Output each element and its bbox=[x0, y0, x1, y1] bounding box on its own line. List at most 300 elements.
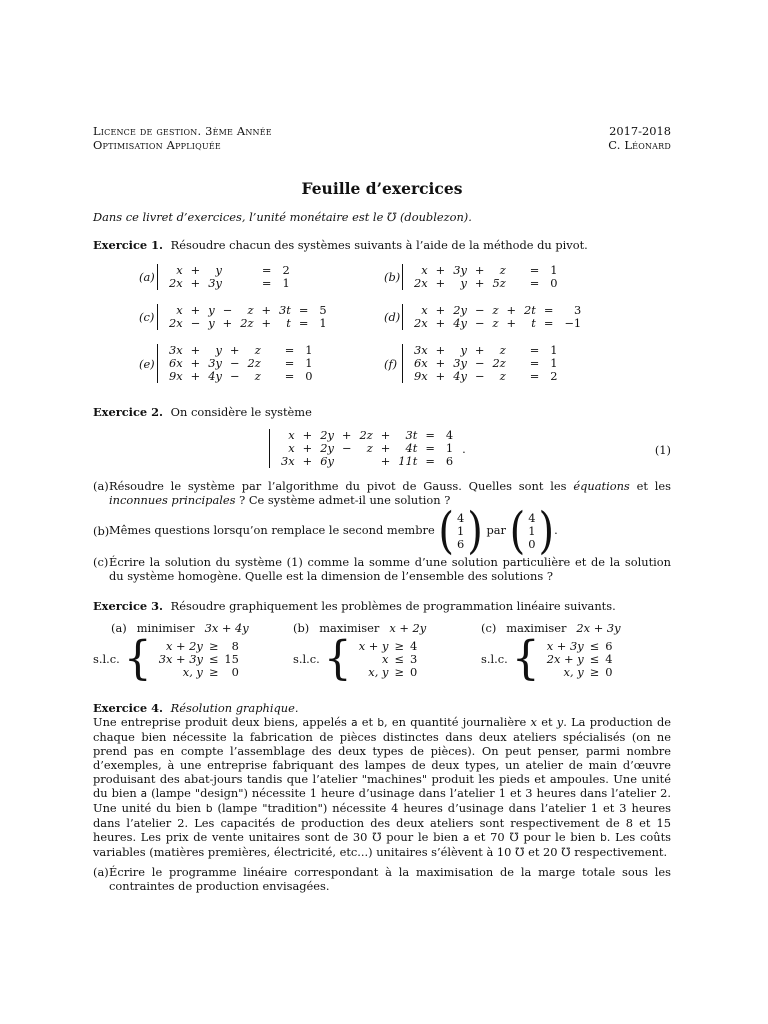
constraint-rhs: 4 bbox=[409, 638, 418, 653]
system-1-block bbox=[269, 429, 466, 468]
equation-term: z bbox=[366, 441, 373, 455]
constraint-lhs: x, y bbox=[182, 664, 203, 679]
constraint-row bbox=[156, 653, 242, 666]
page-title: Feuille d’exercices bbox=[301, 179, 463, 198]
equation-rhs: 1 bbox=[305, 343, 313, 357]
lp-problem-b bbox=[293, 621, 481, 686]
equation-term: x bbox=[421, 303, 428, 317]
system-bar bbox=[402, 304, 586, 330]
system-1-equations bbox=[278, 429, 458, 468]
constraint-list bbox=[156, 640, 242, 679]
equation-term: z bbox=[247, 303, 254, 317]
equation-operator: + bbox=[190, 369, 201, 383]
exercise-2-questions bbox=[93, 479, 671, 583]
equation-operator: + bbox=[435, 343, 446, 357]
equation-term: 2t bbox=[524, 303, 536, 317]
constraint-list bbox=[356, 640, 420, 679]
system-a bbox=[139, 264, 384, 290]
equation-operator: + bbox=[190, 263, 201, 277]
equation-operator: + bbox=[380, 428, 391, 442]
system-equations bbox=[166, 264, 295, 290]
system-label: (f) bbox=[384, 356, 398, 371]
equation-row bbox=[411, 277, 563, 290]
equation-term: 2x bbox=[169, 316, 183, 330]
question-text: Écrire le programme linéaire correspondant à la maximisation de la marge totale sous les contraintes de production envisagées. bbox=[109, 865, 671, 893]
system-1-bar bbox=[269, 429, 458, 468]
equation-operator bbox=[264, 344, 274, 357]
equation-operator: + bbox=[435, 263, 446, 277]
equation-term: 9x bbox=[414, 369, 428, 383]
text-italic: équations bbox=[573, 479, 630, 493]
vector-entry: 4 bbox=[528, 510, 536, 525]
equation-operator: = bbox=[529, 263, 540, 277]
equation-term: t bbox=[286, 316, 291, 330]
lp-objective-function: 2x + 3y bbox=[576, 621, 621, 635]
constraint-row bbox=[156, 640, 242, 653]
constraint-relation: ≥ bbox=[394, 664, 404, 679]
equation-operator bbox=[337, 455, 357, 468]
equation-term: x bbox=[288, 428, 295, 442]
equation-rhs: 1 bbox=[282, 276, 290, 290]
exercise-3-statement: Résoudre graphiquement les problèmes de programmation linéaire suivants. bbox=[170, 599, 616, 613]
lp-problem-a bbox=[93, 621, 293, 686]
equation-term bbox=[356, 455, 375, 468]
lp-objective-verb: maximiser bbox=[319, 621, 380, 635]
vector-entry: 4 bbox=[456, 510, 465, 525]
equation-operator: + bbox=[229, 343, 240, 357]
page-header bbox=[93, 124, 671, 152]
constraint-brace: { bbox=[323, 631, 352, 686]
equation-rhs: −1 bbox=[564, 316, 582, 330]
equation-operator: + bbox=[506, 316, 517, 330]
exercise-4-questions bbox=[93, 865, 671, 893]
equation-term: t bbox=[531, 316, 536, 330]
equation-operator: = bbox=[261, 263, 272, 277]
lp-objective-function: 3x + 4y bbox=[204, 621, 249, 635]
equation-operator: = bbox=[261, 276, 272, 290]
constraint-lhs: x + 3y bbox=[546, 638, 584, 653]
equation-operator bbox=[225, 264, 235, 277]
equation-term: 2z bbox=[240, 316, 254, 330]
equation-term: y bbox=[208, 303, 215, 317]
system-equations bbox=[411, 304, 586, 330]
equation-term: y bbox=[208, 316, 215, 330]
constraint-rhs: 3 bbox=[409, 651, 418, 666]
equation-rhs: 1 bbox=[550, 263, 558, 277]
good-name: b bbox=[600, 832, 607, 844]
equation-term: z bbox=[499, 369, 506, 383]
constraint-row bbox=[156, 666, 242, 679]
equation-operator: = bbox=[529, 343, 540, 357]
equation-operator: = bbox=[284, 343, 295, 357]
equation-term: 3y bbox=[453, 356, 467, 370]
exercise-2-heading bbox=[93, 405, 671, 419]
equation-term: 5z bbox=[492, 276, 506, 290]
text-italic: inconnues principales bbox=[109, 493, 236, 507]
constraint-relation: ≤ bbox=[208, 651, 219, 666]
system-equations bbox=[411, 264, 563, 290]
equation-term: 2y bbox=[320, 441, 334, 455]
equation-operator: = bbox=[543, 316, 554, 330]
year-author bbox=[608, 124, 671, 152]
equation-term: z bbox=[492, 303, 499, 317]
system-bar bbox=[402, 344, 563, 383]
constraint-row bbox=[356, 653, 420, 666]
lp-objective-verb: minimiser bbox=[136, 621, 195, 635]
equation-operator: = bbox=[543, 303, 554, 317]
question-2a bbox=[93, 479, 671, 507]
equation-rhs: 1 bbox=[550, 356, 558, 370]
lp-objective bbox=[481, 621, 671, 635]
system-b bbox=[384, 264, 664, 290]
equation-operator: + bbox=[341, 428, 352, 442]
lp-problem-c bbox=[481, 621, 671, 686]
equation-term: 3x bbox=[169, 343, 183, 357]
equation-operator bbox=[241, 264, 251, 277]
exercise-4-label: Exercice 4. bbox=[93, 701, 164, 715]
equation-operator: − bbox=[474, 369, 485, 383]
constraint-lhs: x + 2y bbox=[165, 638, 203, 653]
equation-term: z bbox=[492, 316, 499, 330]
equation-rhs: 1 bbox=[319, 316, 327, 330]
worksheet-page bbox=[93, 124, 671, 893]
question-key: (b) bbox=[93, 524, 110, 538]
constraint-row bbox=[544, 640, 616, 653]
equation-row bbox=[166, 344, 318, 357]
text-part: . bbox=[554, 523, 558, 537]
system-bar bbox=[157, 344, 318, 383]
equation-term: 3x bbox=[281, 454, 295, 468]
exercise-4-heading bbox=[93, 701, 671, 715]
good-name: b bbox=[205, 803, 213, 815]
good-name: a bbox=[462, 832, 470, 844]
constraint-row bbox=[544, 666, 616, 679]
constraint-relation: ≤ bbox=[394, 651, 404, 666]
intro-text: Dans ce livret d’exercices, l’unité monétaire est le ℧ (doublezon). bbox=[93, 210, 472, 224]
equation-rhs: 5 bbox=[319, 303, 327, 317]
subject-to-label: s.l.c. bbox=[293, 652, 320, 666]
equation-operator: = bbox=[529, 369, 540, 383]
exercise-1-heading bbox=[93, 238, 671, 252]
equation-operator: + bbox=[190, 276, 201, 290]
equation-operator: − bbox=[229, 356, 240, 370]
constraint-list bbox=[544, 640, 616, 679]
equation-operator: + bbox=[474, 263, 485, 277]
equation-term: 2z bbox=[247, 356, 261, 370]
equation-operator: + bbox=[474, 276, 485, 290]
equation-operator: + bbox=[435, 303, 446, 317]
equation-operator: + bbox=[435, 369, 446, 383]
equation-operator: + bbox=[261, 316, 271, 330]
lp-key: (a) bbox=[111, 621, 127, 635]
text-part: par bbox=[486, 523, 506, 537]
constraint-rhs: 0 bbox=[605, 664, 613, 679]
equation-term: x bbox=[176, 263, 183, 277]
variable: y bbox=[556, 715, 564, 729]
equation-operator bbox=[509, 264, 519, 277]
equation-operator: = bbox=[298, 303, 309, 317]
equation-operator: = bbox=[284, 356, 295, 370]
question-text bbox=[109, 479, 671, 507]
equation-term: x bbox=[421, 263, 428, 277]
constraint-rhs: 0 bbox=[231, 664, 239, 679]
equation-row bbox=[166, 370, 318, 383]
equation-row bbox=[166, 264, 295, 277]
vector-entry: 0 bbox=[528, 536, 536, 551]
system-label: (e) bbox=[139, 356, 155, 371]
equation-operator: + bbox=[302, 454, 313, 468]
equation-term: y bbox=[215, 343, 222, 357]
equation-operator: − bbox=[190, 316, 201, 330]
equation-term: 4y bbox=[208, 369, 222, 383]
system-bar bbox=[157, 304, 332, 330]
exercise-3-heading bbox=[93, 599, 671, 613]
equation-row bbox=[278, 455, 458, 468]
equation-rhs: 1 bbox=[445, 441, 454, 455]
lp-key: (b) bbox=[293, 621, 310, 635]
equation-term: y bbox=[460, 343, 467, 357]
question-text: Écrire la solution du système (1) comme la somme d’une solution particulière et de la solution du système homogène. Quelle est la dimension de l’ensemble des solutions ? bbox=[109, 555, 671, 583]
equation-operator bbox=[509, 370, 519, 383]
equation-row bbox=[411, 317, 586, 330]
equation-operator: = bbox=[425, 454, 435, 468]
variable: x bbox=[530, 715, 537, 729]
lp-constraints bbox=[481, 631, 671, 686]
equation-rhs: 1 bbox=[550, 343, 558, 357]
lp-constraints bbox=[93, 631, 293, 686]
equation-row bbox=[166, 277, 295, 290]
good-name: a bbox=[140, 788, 148, 800]
constraint-rhs: 8 bbox=[231, 638, 239, 653]
equation-term: 4t bbox=[405, 441, 418, 455]
exercise-4-subtitle: Résolution graphique. bbox=[170, 701, 299, 715]
equation-operator: = bbox=[284, 369, 295, 383]
equation-operator bbox=[509, 357, 519, 370]
exercise-1-statement: Résoudre chacun des systèmes suivants à l’aide de la méthode du pivot. bbox=[170, 238, 588, 252]
exercise-1-systems bbox=[139, 264, 671, 383]
constraint-brace: { bbox=[123, 631, 152, 686]
vector-entries bbox=[454, 512, 467, 551]
subject-to-label: s.l.c. bbox=[481, 652, 508, 666]
equation-operator: − bbox=[341, 441, 352, 455]
equation-operator: + bbox=[222, 316, 233, 330]
lp-objective-function: x + 2y bbox=[389, 621, 427, 635]
equation-rhs: 1 bbox=[305, 356, 313, 370]
constraint-relation: ≤ bbox=[589, 638, 600, 653]
equation-row bbox=[411, 357, 563, 370]
equation-row bbox=[411, 344, 563, 357]
constraint-lhs: x, y bbox=[368, 664, 389, 679]
equation-operator: − bbox=[474, 356, 485, 370]
equation-row bbox=[166, 357, 318, 370]
course-title: Licence de gestion. 3ème Année bbox=[93, 124, 272, 138]
equation-operator: = bbox=[425, 428, 435, 442]
equation-operator: + bbox=[506, 303, 517, 317]
question-4a bbox=[93, 865, 671, 893]
vector-entry: 6 bbox=[456, 536, 465, 551]
equation-operator: + bbox=[302, 441, 313, 455]
constraint-relation: ≥ bbox=[394, 638, 404, 653]
vector-entry: 1 bbox=[528, 523, 536, 538]
equation-term: 2x bbox=[414, 316, 428, 330]
question-text bbox=[109, 502, 671, 560]
equation-term: 6x bbox=[414, 356, 428, 370]
equation-term: y bbox=[460, 276, 467, 290]
equation-operator: − bbox=[222, 303, 233, 317]
equation-operator: + bbox=[380, 454, 391, 468]
equation-rhs: 4 bbox=[445, 428, 454, 442]
equation-term: 3y bbox=[208, 276, 222, 290]
course-subtitle: Optimisation Appliquée bbox=[93, 138, 221, 152]
equation-rhs: 6 bbox=[445, 454, 454, 468]
constraint-lhs: x bbox=[381, 651, 389, 666]
lp-objective bbox=[293, 621, 481, 635]
question-key: (a) bbox=[93, 479, 109, 493]
equation-operator: + bbox=[435, 356, 446, 370]
equation-term: 2x bbox=[414, 276, 428, 290]
equation-operator: − bbox=[474, 316, 485, 330]
equation-term: 3t bbox=[279, 303, 291, 317]
subject-to-label: s.l.c. bbox=[93, 652, 120, 666]
equation-operator: + bbox=[302, 428, 313, 442]
exercise-4-paragraph: Une entreprise produit deux biens, appelés a et b, en quantité journalière x et y. La production de chaque bien nécessite la fabrication de pièces distinctes dans deux ateliers spécialisés (on ne prend pas en compte l’assemblage des deux types de pièces). On peut penser, parmi nombre d’exemples, à une entreprise fabriquant des lampes de deux types, un atelier de main d’œuvre produisant des abat-jours tandis que l’atelier "machines" produit les pieds et ampoules. Une unité du bien a (lampe "design") nécessite 1 heure d’usinage dans l’atelier 1 et 3 heures dans l’atelier 2. Une unité du bien b (lampe "tradition") nécessite 4 heures d’usinage dans l’atelier 1 et 3 heures dans l’atelier 2. Les capacités de production des deux ateliers sont respectivement de 8 et 15 heures. Les prix de vente unitaires sont de 30 ℧ pour le bien a et 70 ℧ pour le bien b. Les coûts variables (matières premières, électricité, etc...) unitaires s’élèvent à 10 ℧ et 20 ℧ respectivement. bbox=[93, 715, 672, 859]
equation-operator bbox=[509, 277, 519, 290]
system-f bbox=[384, 344, 664, 383]
vector-entries bbox=[525, 512, 538, 551]
constraint-lhs: 3x + 3y bbox=[158, 651, 203, 666]
system-1-period: . bbox=[462, 441, 466, 456]
equation-term: 2y bbox=[453, 303, 467, 317]
equation-term: 6x bbox=[169, 356, 183, 370]
system-1 bbox=[93, 429, 671, 473]
constraint-relation: ≥ bbox=[208, 664, 219, 679]
equation-rhs: 2 bbox=[282, 263, 290, 277]
lp-objective-verb: maximiser bbox=[506, 621, 567, 635]
equation-rhs: 2 bbox=[550, 369, 558, 383]
question-2b bbox=[93, 502, 671, 560]
equation-operator bbox=[509, 344, 519, 357]
equation-term: z bbox=[499, 343, 506, 357]
system-e bbox=[139, 344, 384, 383]
system-label: (d) bbox=[384, 310, 401, 324]
equation-operator: = bbox=[529, 356, 540, 370]
equation-term: 3y bbox=[453, 263, 467, 277]
constraint-relation: ≤ bbox=[589, 651, 600, 666]
equation-row bbox=[166, 317, 332, 330]
equation-operator: + bbox=[474, 343, 485, 357]
vector-entry: 1 bbox=[456, 523, 465, 538]
lp-constraints bbox=[293, 631, 481, 686]
equation-operator: = bbox=[425, 441, 435, 455]
constraint-lhs: 2x + y bbox=[546, 651, 584, 666]
system-label: (c) bbox=[139, 310, 155, 324]
system-bar bbox=[402, 264, 563, 290]
text-part: Résoudre le système par l’algorithme du pivot de Gauss. Quelles sont les bbox=[109, 479, 574, 493]
equation-rhs: 0 bbox=[305, 369, 313, 383]
equation-term: 4y bbox=[453, 316, 467, 330]
equation-term: 3x bbox=[414, 343, 428, 357]
equation-operator: − bbox=[474, 303, 485, 317]
equation-operator: = bbox=[529, 276, 540, 290]
constraint-row bbox=[356, 666, 420, 679]
equation-rhs: 0 bbox=[550, 276, 558, 290]
equation-term: 4y bbox=[453, 369, 467, 383]
equation-operator: + bbox=[190, 343, 201, 357]
equation-operator bbox=[225, 277, 235, 290]
system-label: (a) bbox=[139, 270, 155, 284]
exercise-2-label: Exercice 2. bbox=[93, 405, 164, 419]
equation-operator: = bbox=[298, 316, 309, 330]
system-c bbox=[139, 304, 384, 330]
equation-term: y bbox=[215, 263, 222, 277]
equation-term: z bbox=[254, 369, 261, 383]
constraint-lhs: x + y bbox=[358, 638, 389, 653]
equation-term: 2x bbox=[169, 276, 183, 290]
constraint-row bbox=[356, 640, 420, 653]
equation-term: 3t bbox=[405, 428, 418, 442]
equation-term: x bbox=[176, 303, 183, 317]
constraint-rhs: 15 bbox=[224, 651, 239, 666]
good-name: b bbox=[377, 717, 384, 729]
equation-term: 9x bbox=[169, 369, 183, 383]
system-d bbox=[384, 304, 664, 330]
equation-term: z bbox=[254, 343, 261, 357]
equation-term: 2y bbox=[320, 428, 334, 442]
system-label: (b) bbox=[384, 270, 401, 284]
author-name: C. Léonard bbox=[608, 138, 671, 152]
equation-operator bbox=[241, 277, 251, 290]
equation-term: 2z bbox=[492, 356, 506, 370]
question-key: (c) bbox=[93, 555, 109, 569]
constraint-rhs: 0 bbox=[409, 664, 418, 679]
equation-term: 11t bbox=[398, 454, 418, 468]
constraint-lhs: x, y bbox=[563, 664, 584, 679]
question-key: (a) bbox=[93, 865, 109, 879]
text-part: Mêmes questions lorsqu’on remplace le second membre bbox=[109, 523, 435, 537]
system-equations bbox=[166, 344, 318, 383]
equation-operator bbox=[264, 370, 274, 383]
equation-number: (1) bbox=[654, 443, 671, 457]
equation-term: z bbox=[499, 263, 506, 277]
text-part: ? Ce système admet-il une solution ? bbox=[235, 493, 451, 507]
system-equations bbox=[166, 304, 332, 330]
equation-operator: + bbox=[380, 441, 391, 455]
exercise-1-label: Exercice 1. bbox=[93, 238, 164, 252]
equation-operator: + bbox=[190, 303, 201, 317]
constraint-rhs: 6 bbox=[605, 638, 613, 653]
equation-rhs: 3 bbox=[573, 303, 582, 317]
equation-operator: + bbox=[190, 356, 201, 370]
constraint-row bbox=[544, 653, 616, 666]
exercise-2-statement: On considère le système bbox=[170, 405, 312, 419]
equation-term: 2z bbox=[359, 428, 373, 442]
text-part: et les bbox=[629, 479, 671, 493]
system-bar bbox=[157, 264, 295, 290]
lp-key: (c) bbox=[481, 621, 497, 635]
constraint-relation: ≥ bbox=[208, 638, 219, 653]
equation-operator: − bbox=[229, 369, 240, 383]
academic-year: 2017-2018 bbox=[609, 124, 671, 138]
good-name: a bbox=[351, 717, 358, 729]
lp-problems bbox=[93, 621, 671, 686]
equation-operator: + bbox=[435, 316, 446, 330]
question-2c bbox=[93, 555, 671, 583]
equation-operator bbox=[264, 357, 274, 370]
course-info bbox=[93, 124, 272, 152]
vector-1: ( 4 1 6 ) bbox=[438, 502, 483, 560]
system-equations bbox=[411, 344, 563, 383]
equation-term: x bbox=[288, 441, 295, 455]
